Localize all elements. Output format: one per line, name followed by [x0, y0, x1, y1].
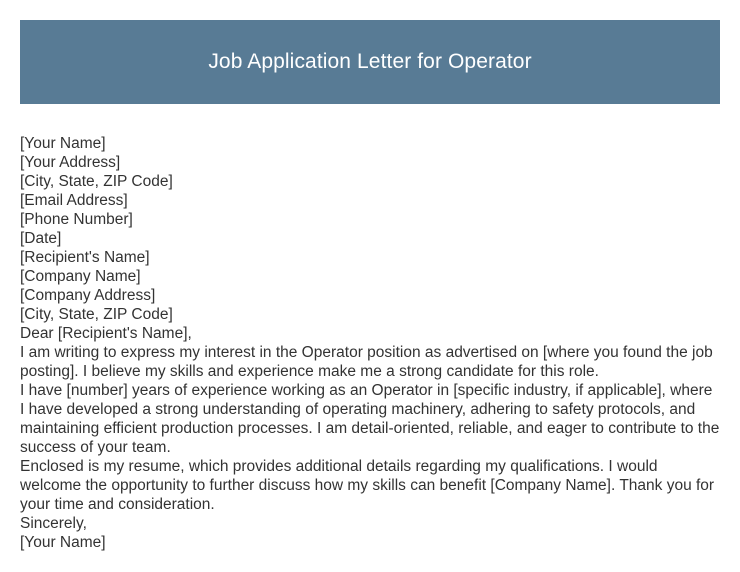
recipient-name: [Recipient's Name] — [20, 249, 150, 266]
signature-name: [Your Name] — [20, 534, 106, 551]
recipient-company: [Company Name] — [20, 268, 141, 285]
sender-email: [Email Address] — [20, 192, 128, 209]
paragraph-experience: I have [number] years of experience working as an Operator in [specific industry, if applicable], where I have developed a strong understanding of operating machinery, adhering to safety protocols, and maintaining efficient production processes. I am detail-oriented, reliable, and eager to contribute to the success of your team. — [20, 382, 720, 456]
recipient-company-address: [Company Address] — [20, 287, 156, 304]
recipient-city-state-zip: [City, State, ZIP Code] — [20, 306, 173, 323]
sender-phone: [Phone Number] — [20, 211, 133, 228]
sender-city-state-zip: [City, State, ZIP Code] — [20, 173, 173, 190]
document-header — [20, 20, 720, 104]
sender-address: [Your Address] — [20, 154, 121, 171]
letter-body — [20, 134, 720, 552]
letter-date: [Date] — [20, 230, 62, 247]
paragraph-intro: I am writing to express my interest in the Operator position as advertised on [where you found the job posting]. I believe my skills and experience make me a strong candidate for this role. — [20, 344, 713, 380]
paragraph-closing: Enclosed is my resume, which provides additional details regarding my qualifications. I would welcome the opportunity to further discuss how my skills can benefit [Company Name]. Thank you for your time and consideration. — [20, 458, 715, 513]
document-title: Job Application Letter for Operator — [208, 50, 532, 73]
sender-name: [Your Name] — [20, 135, 106, 152]
salutation: Dear [Recipient's Name], — [20, 325, 192, 342]
sign-off: Sincerely, — [20, 515, 87, 532]
